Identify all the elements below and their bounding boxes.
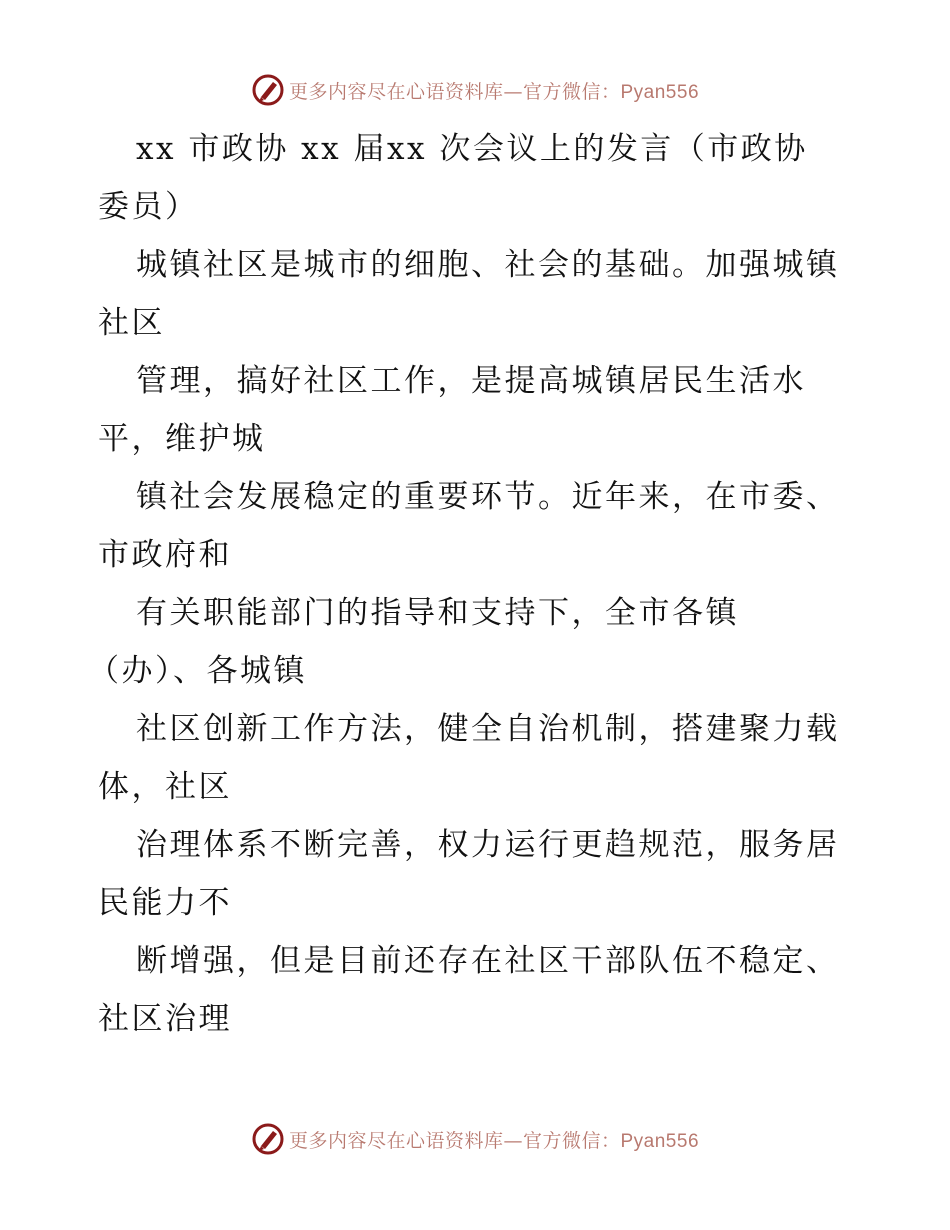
paragraph: 社区创新工作方法，健全自治机制，搭建聚力载 体，社区 (98, 711, 840, 805)
paragraph: 管理，搞好社区工作，是提高城镇居民生活水 平，维护城 (98, 363, 806, 457)
paragraph: 断增强，但是目前还存在社区干部队伍不稳定、 社区治理 (98, 943, 840, 1037)
header-banner (0, 70, 950, 110)
footer-banner (0, 1119, 950, 1159)
paragraph: 城镇社区是城市的细胞、社会的基础。加强城镇 社区 (98, 247, 840, 341)
paragraph: 镇社会发展稳定的重要环节。近年来，在市委、 市政府和 (98, 479, 840, 573)
paragraph-title: xx 市政协 xx 届xx 次会议上的发言（市政协 委员） (98, 131, 808, 225)
document-body (88, 120, 878, 1048)
banner-wechat-id: Pyan556 (620, 1130, 700, 1152)
banner-wechat-id: Pyan556 (620, 81, 700, 103)
pen-logo-icon (251, 1122, 285, 1156)
pen-logo-icon (251, 73, 285, 107)
paragraph: 有关职能部门的指导和支持下，全市各镇 （办）、各城镇 (88, 595, 739, 689)
banner-text: 更多内容尽在心语资料库—官方微信：Pyan556 (288, 1129, 700, 1152)
banner-text: 更多内容尽在心语资料库—官方微信：Pyan556 (288, 80, 700, 103)
paragraph: 治理体系不断完善，权力运行更趋规范，服务居 民能力不 (98, 827, 840, 921)
